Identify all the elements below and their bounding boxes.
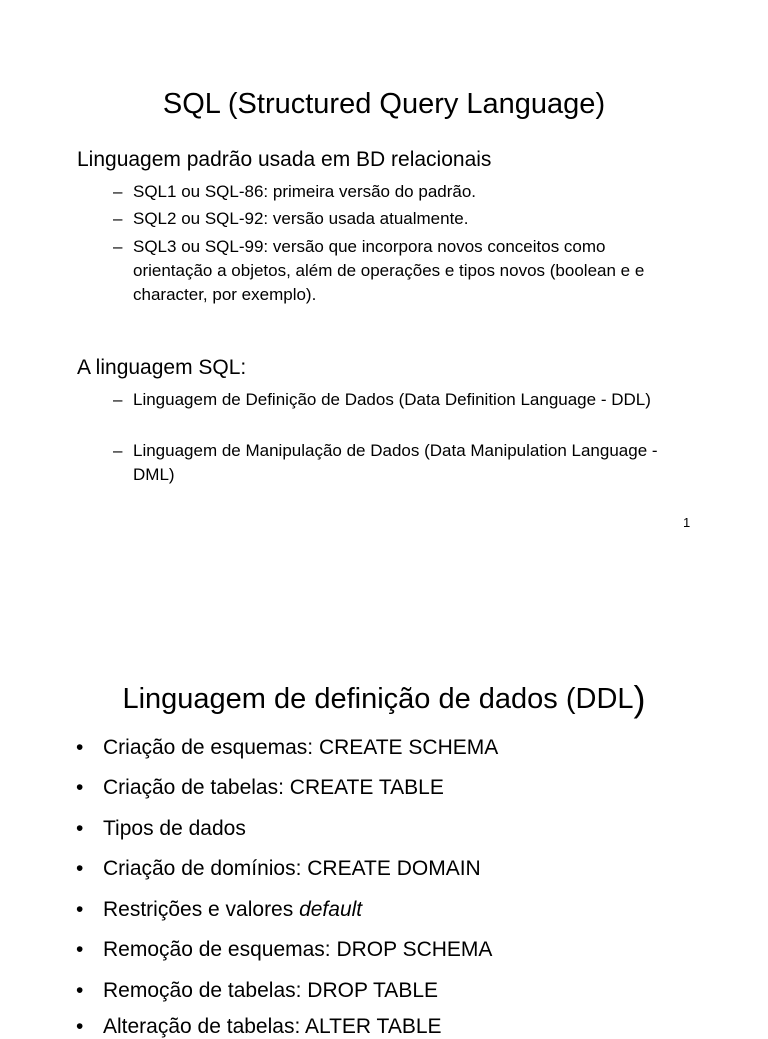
bullet-item-emphasis: default <box>299 898 363 921</box>
bullet-item <box>76 776 444 800</box>
bullet-icon: • <box>76 938 84 961</box>
bullet-item-text: Criação de tabelas: CREATE TABLE <box>103 776 444 799</box>
slide-2-title-paren: ) <box>633 678 646 719</box>
dash-marker: – <box>113 441 123 460</box>
bullet-item <box>76 898 362 922</box>
bullet-item <box>76 979 438 1003</box>
dash-marker: – <box>113 237 123 256</box>
list-item <box>113 235 683 307</box>
list-item <box>113 180 683 204</box>
bullet-item-text: Tipos de dados <box>103 817 246 840</box>
bullet-item <box>76 817 246 841</box>
page-number: 1 <box>683 515 691 530</box>
bullet-icon: • <box>76 898 84 921</box>
bullet-icon: • <box>76 857 84 880</box>
bullet-item <box>76 857 481 881</box>
bullet-item-text: Criação de esquemas: CREATE SCHEMA <box>103 736 499 759</box>
bullet-icon: • <box>76 1015 84 1038</box>
bullet-icon: • <box>76 776 84 799</box>
list-item-text: SQL3 ou SQL-99: versão que incorpora novos conceitos como orientação a objetos, além de operações e tipos novos (boolean e e character, por exemplo). <box>133 237 645 304</box>
dash-marker: – <box>113 390 123 409</box>
bullet-icon: • <box>76 817 84 840</box>
list-item-text: SQL2 ou SQL-92: versão usada atualmente. <box>133 209 469 228</box>
list-item-text: SQL1 ou SQL-86: primeira versão do padrão. <box>133 182 477 201</box>
slide-1-title: SQL (Structured Query Language) <box>162 88 606 120</box>
list-item <box>113 207 683 231</box>
bullet-icon: • <box>76 736 84 759</box>
slide-2-title-text: Linguagem de definição de dados (DDL <box>122 683 634 715</box>
bullet-item <box>76 938 492 962</box>
bullet-item <box>76 736 498 760</box>
bullet-icon: • <box>76 979 84 1002</box>
bullet-item-text: Remoção de tabelas: DROP TABLE <box>103 979 439 1002</box>
list-item-text: Linguagem de Definição de Dados (Data Definition Language - DDL) <box>133 390 651 409</box>
list-item-text: Linguagem de Manipulação de Dados (Data Manipulation Language - DML) <box>133 441 658 484</box>
bullet-item <box>76 1015 442 1039</box>
dash-marker: – <box>113 209 123 228</box>
list-item <box>113 388 683 412</box>
bullet-item-text: Restrições e valores <box>103 898 300 921</box>
section-1-heading: Linguagem padrão usada em BD relacionais <box>77 148 492 171</box>
dash-marker: – <box>113 182 123 201</box>
section-2-heading: A linguagem SQL: <box>77 356 247 379</box>
bullet-item-text: Criação de domínios: CREATE DOMAIN <box>103 857 481 880</box>
list-item <box>113 439 683 487</box>
bullet-item-text: Alteração de tabelas: ALTER TABLE <box>103 1015 442 1038</box>
bullet-item-text: Remoção de esquemas: DROP SCHEMA <box>103 938 493 961</box>
slide-2-title <box>0 678 768 720</box>
